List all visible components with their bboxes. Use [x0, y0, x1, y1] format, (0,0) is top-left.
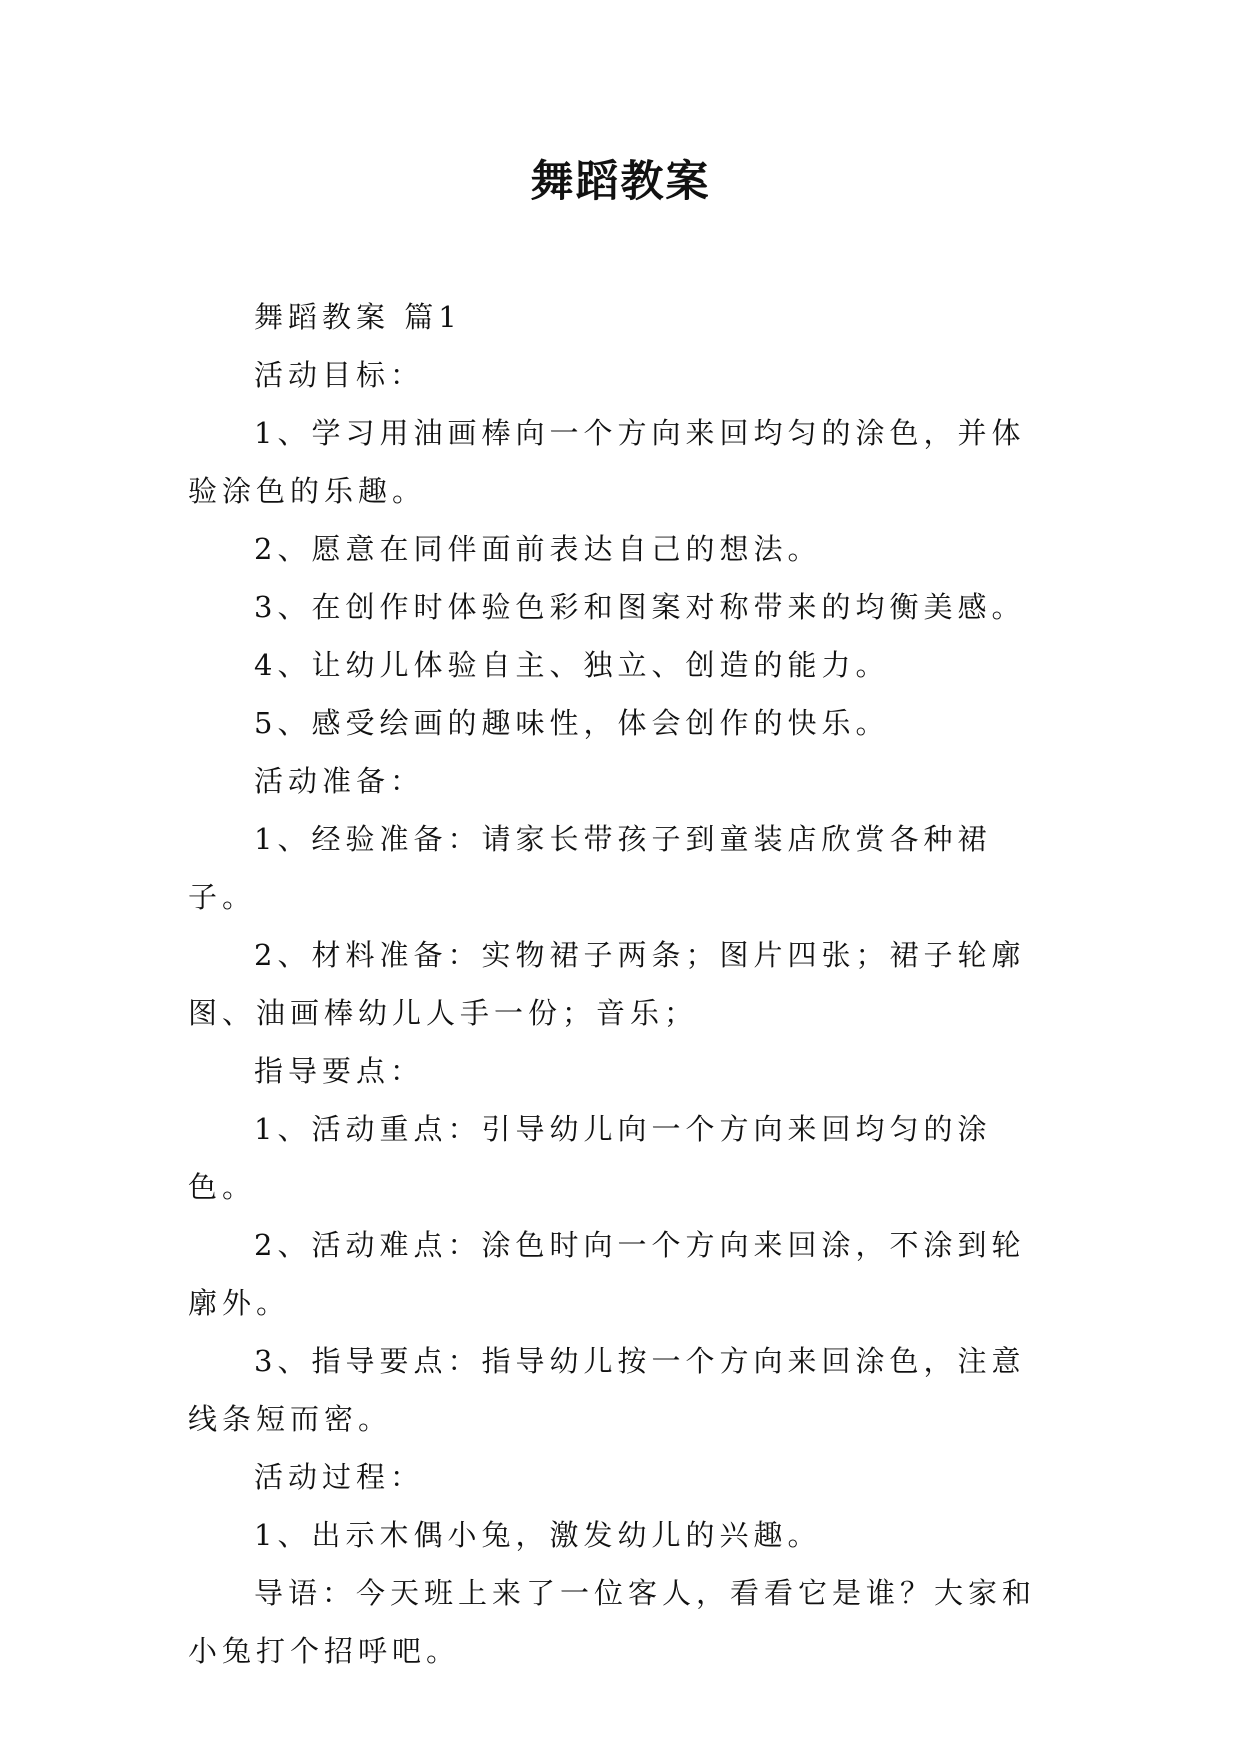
paragraph: 1、学习用油画棒向一个方向来回均匀的涂色，并体验涂色的乐趣。: [188, 416, 1026, 508]
subheading-preparation: 活动准备：: [254, 764, 425, 798]
paragraph: 1、出示木偶小兔，激发幼儿的兴趣。: [254, 1518, 822, 1552]
paragraph: 5、感受绘画的趣味性，体会创作的快乐。: [254, 706, 890, 740]
paragraph: 2、活动难点：涂色时向一个方向来回涂，不涂到轮廓外。: [188, 1228, 1026, 1320]
paragraph: 3、指导要点：指导幼儿按一个方向来回涂色，注意线条短而密。: [188, 1344, 1026, 1436]
document-title: 舞蹈教案: [530, 157, 711, 207]
paragraph: 2、愿意在同伴面前表达自己的想法。: [254, 532, 822, 566]
paragraph: 1、活动重点：引导幼儿向一个方向来回均匀的涂色。: [188, 1112, 992, 1204]
subheading-process: 活动过程：: [254, 1460, 425, 1494]
paragraph: 3、在创作时体验色彩和图案对称带来的均衡美感。: [254, 590, 1026, 624]
paragraph: 导语：今天班上来了一位客人，看看它是谁？大家和小兔打个招呼吧。: [188, 1576, 1037, 1668]
paragraph: 2、材料准备：实物裙子两条；图片四张；裙子轮廓图、油画棒幼儿人手一份；音乐；: [188, 938, 1026, 1030]
paragraph: 1、经验准备：请家长带孩子到童装店欣赏各种裙子。: [188, 822, 992, 914]
section-heading: 舞蹈教案 篇1: [254, 300, 462, 334]
subheading-guidance: 指导要点：: [254, 1054, 425, 1088]
paragraph: 4、让幼儿体验自主、独立、创造的能力。: [254, 648, 890, 682]
subheading-goals: 活动目标：: [254, 358, 425, 392]
document-body: [188, 288, 1052, 1680]
